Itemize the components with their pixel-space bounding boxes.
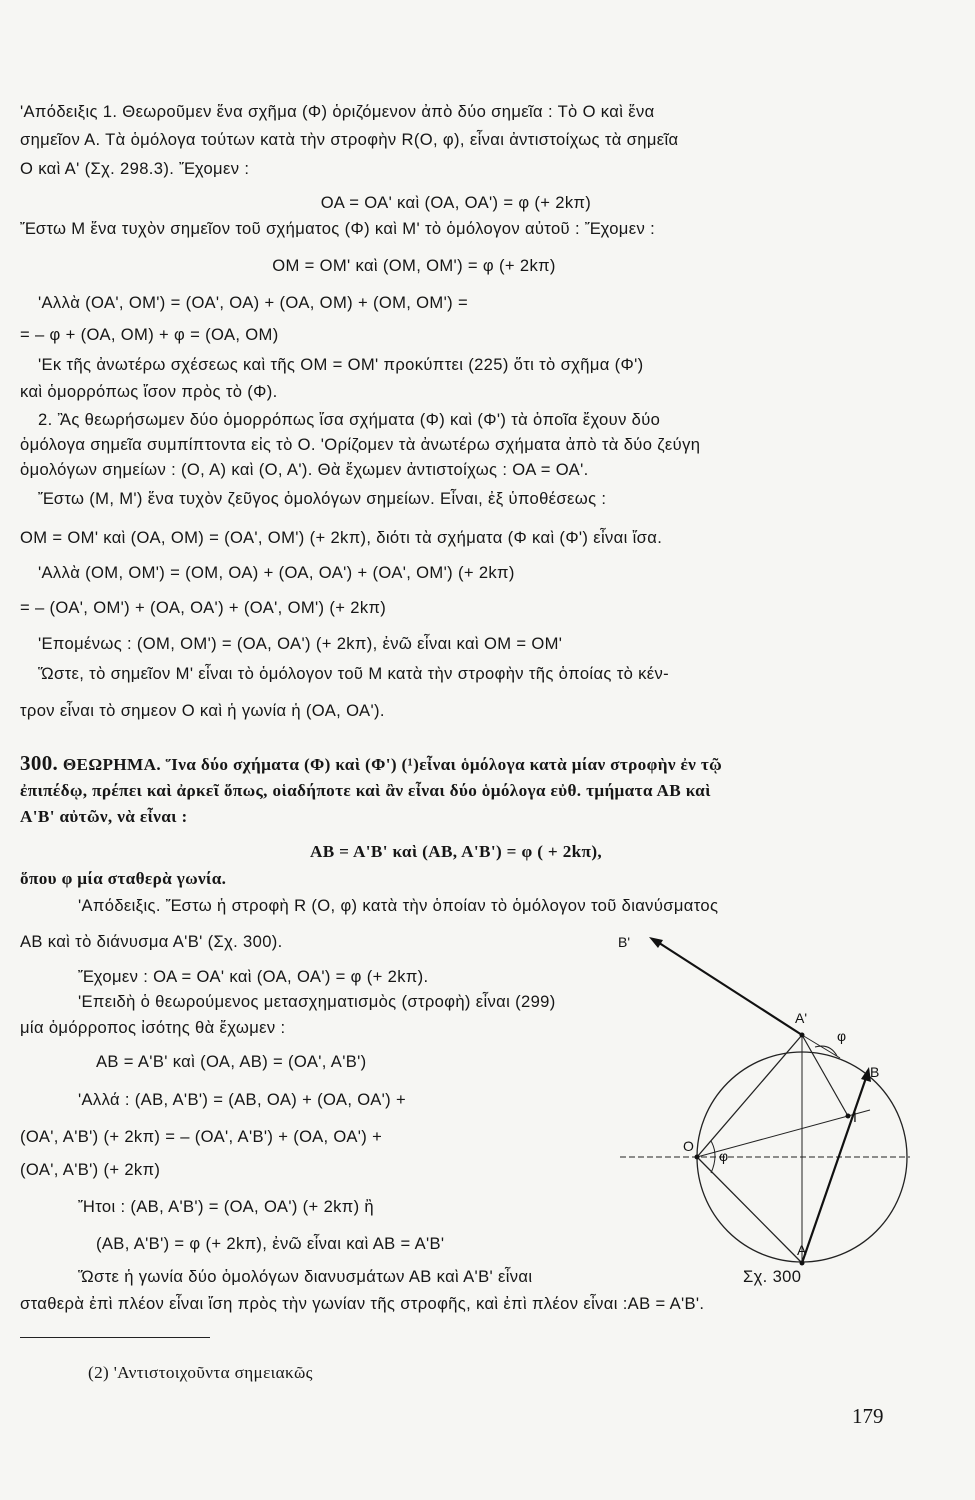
proof3-line-12: Ὥστε ἡ γωνία δύο ὁμολόγων διανυσμάτων ΑΒ καὶ Α'Β' εἶναι (78, 1267, 533, 1286)
proof2-line-10: τρον εἶναι τὸ σημεον Ο καὶ ἡ γωνία ἡ (ΟΑ, ΟΑ'). (20, 701, 385, 720)
segment-oa-prime (697, 1035, 802, 1157)
proof1-line-8: καὶ ὁμορρόπως ἴσον πρὸς τὸ (Φ). (20, 382, 278, 401)
figure-caption: Σχ. 300 (743, 1267, 802, 1286)
label-a: Α (797, 1242, 807, 1258)
segment-oa (697, 1157, 802, 1263)
proof3-line-1: 'Απόδειξις. Ἔστω ἡ στροφὴ R (Ο, φ) κατὰ τὴν ὁποίαν τὸ ὁμόλογον τοῦ διανύσματος (78, 896, 719, 915)
proof3-line-4: 'Επειδὴ ὁ θεωρούμενος μετασχηματισμὸς (στροφὴ) εἶναι (299) (78, 992, 556, 1011)
proof2-line-8: 'Επομένως : (ΟΜ, ΟΜ') = (ΟΑ, ΟΑ') (+ 2kπ), ἐνῶ εἶναι καὶ ΟΜ = ΟΜ' (38, 634, 563, 653)
point-o (695, 1155, 700, 1160)
proof1-line-5: 'Αλλὰ (ΟΑ', ΟΜ') = (ΟΑ', ΟΑ) + (ΟΑ, ΟΜ) + (ΟΜ, ΟΜ') = (38, 293, 468, 312)
proof2-line-3: ὁμολόγων σημείων : (Ο, Α) καὶ (Ο, Α'). Θὰ ἔχωμεν ἀντιστοίχως : ΟΑ = ΟΑ'. (20, 460, 589, 479)
proof1-line-6: = – φ + (ΟΑ, ΟΜ) + φ = (ΟΑ, ΟΜ) (20, 325, 279, 344)
label-b-prime: Β' (618, 934, 631, 950)
theorem-heading-line (20, 752, 892, 776)
label-phi-center: φ (719, 1148, 729, 1164)
proof3-line-6: ΑΒ = Α'Β' καὶ (ΟΑ, ΑΒ) = (ΟΑ', Α'Β') (96, 1052, 367, 1071)
proof3-line-5: μία ὁμόρροπος ἰσότης θὰ ἔχωμεν : (20, 1018, 286, 1037)
theorem-line-1: ΘΕΩΡΗΜΑ. Ἵνα δύο σχήματα (Φ) καὶ (Φ') (¹)εἶναι ὁμόλογα κατὰ μίαν στροφὴν ἐν τῷ (62, 755, 723, 774)
vector-ab (802, 1075, 867, 1263)
proof1-line-2: σημεῖον Α. Τὰ ὁμόλογα τούτων κατὰ τὴν στροφὴν R(Ο, φ), εἶναι ἀντιστοίχως τὰ σημεῖα (20, 130, 679, 149)
rotation-figure (615, 925, 915, 1270)
proof3-line-3: Ἔχομεν : ΟΑ = ΟΑ' καὶ (ΟΑ, ΟΑ') = φ (+ 2kπ). (78, 967, 429, 986)
footnote-rule (20, 1337, 210, 1338)
proof2-line-7: = – (ΟΑ', ΟΜ') + (ΟΑ, ΟΑ') + (ΟΑ', ΟΜ') (+ 2kπ) (20, 598, 387, 617)
proof3-line-10: Ἤτοι : (ΑΒ, Α'Β') = (ΟΑ, ΟΑ') (+ 2kπ) ἢ (78, 1197, 375, 1216)
theorem-number: 300. (20, 751, 59, 775)
point-i (846, 1114, 851, 1119)
proof2-line-4: Ἔστω (Μ, Μ') ἕνα τυχὸν ζεῦγος ὁμολόγων σημείων. Εἶναι, ἐξ ὑποθέσεως : (38, 489, 607, 508)
proof2-line-6: 'Αλλὰ (ΟΜ, ΟΜ') = (ΟΜ, ΟΑ) + (ΟΑ, ΟΑ') + (ΟΑ', ΟΜ') (+ 2kπ) (38, 563, 515, 582)
proof3-line-13: σταθερὰ ἐπὶ πλέον εἶναι ἴση πρὸς τὴν γωνίαν τῆς στροφῆς, καὶ ἐπὶ πλέον εἶναι :ΑΒ = Α'Β'. (20, 1294, 705, 1313)
proof2-line-5: ΟΜ = ΟΜ' καὶ (ΟΑ, ΟΜ) = (ΟΑ', ΟΜ') (+ 2kπ), διότι τὰ σχήματα (Φ καὶ (Φ') εἶναι ἴσα. (20, 528, 663, 547)
label-o: Ο (683, 1138, 694, 1154)
proof3-line-7: 'Αλλά : (ΑΒ, Α'Β') = (ΑΒ, ΟΑ) + (ΟΑ, ΟΑ') + (78, 1090, 407, 1109)
point-a-prime (800, 1033, 805, 1038)
proof2-line-1: 2. Ἂς θεωρήσωμεν δύο ὁμορρόπως ἴσα σχήματα (Φ) καὶ (Φ') τὰ ὁποῖα ἔχουν δύο (38, 410, 661, 429)
proof1-equation-1: ΟΑ = ΟΑ' καὶ (ΟΑ, ΟΑ') = φ (+ 2kπ) (320, 193, 592, 212)
page-number: 179 (852, 1404, 884, 1428)
proof1-equation-2: ΟΜ = ΟΜ' καὶ (ΟΜ, ΟΜ') = φ (+ 2kπ) (272, 256, 556, 275)
footnote: (2) 'Αντιστοιχοῦντα σημειακῶς (88, 1363, 313, 1382)
theorem-line-3: Α'Β' αὐτῶν, νὰ εἶναι : (20, 807, 188, 826)
proof1-line-7: 'Εκ τῆς ἀνωτέρω σχέσεως καὶ τῆς ΟΜ = ΟΜ' προκύπτει (225) ὅτι τὸ σχῆμα (Φ') (38, 355, 644, 374)
proof3-line-8: (ΟΑ', Α'Β') (+ 2kπ) = – (ΟΑ', Α'Β') + (ΟΑ, ΟΑ') + (20, 1127, 383, 1146)
segment-a-prime-i (802, 1035, 848, 1116)
label-phi-top: φ (837, 1028, 847, 1044)
proof2-line-2: ὁμόλογα σημεῖα συμπίπτοντα εἰς τὸ Ο. 'Ορίζομεν τὰ ἀνωτέρω σχήματα ἀπὸ τὰ δύο ζεύγη (20, 435, 701, 454)
point-a (800, 1261, 805, 1266)
label-b: Β (870, 1064, 880, 1080)
label-a-prime: Α' (795, 1010, 808, 1026)
proof1-line-1: 'Απόδειξις 1. Θεωροῦμεν ἕνα σχῆμα (Φ) ὁριζόμενον ἀπὸ δύο σημεῖα : Τὸ Ο καὶ ἕνα (20, 102, 655, 121)
proof1-line-3: Ο καὶ Α' (Σχ. 298.3). Ἔχομεν : (20, 159, 250, 178)
vector-a-prime-b-prime (653, 939, 802, 1035)
theorem-line-2: ἐπιπέδῳ, πρέπει καὶ ἀρκεῖ ὅπως, οἱαδήποτε καὶ ἂν εἶναι δύο ὁμόλογα εὐθ. τμήματα ΑΒ καὶ (20, 781, 711, 800)
theorem-line-4: ὅπου φ μία σταθερὰ γωνία. (20, 869, 227, 888)
proof3-line-9: (ΟΑ', Α'Β') (+ 2kπ) (20, 1160, 161, 1179)
proof3-line-11: (ΑΒ, Α'Β') = φ (+ 2kπ), ἐνῶ εἶναι καὶ ΑΒ = Α'Β' (96, 1234, 445, 1253)
proof2-line-9: Ὥστε, τὸ σημεῖον Μ' εἶναι τὸ ὁμόλογον τοῦ Μ κατὰ τὴν στροφὴν τῆς ὁποίας τὸ κέν- (38, 664, 670, 683)
proof3-line-2: ΑΒ καὶ τὸ διάνυσμα Α'Β' (Σχ. 300). (20, 932, 283, 951)
label-i: Ι (853, 1109, 857, 1125)
theorem-equation: ΑΒ = Α'Β' καὶ (ΑΒ, Α'Β') = φ ( + 2kπ), (309, 842, 603, 861)
proof1-line-4: Ἔστω Μ ἕνα τυχὸν σημεῖον τοῦ σχήματος (Φ) καὶ Μ' τὸ ὁμόλογον αὐτοῦ : Ἔχομεν : (20, 219, 656, 238)
arrowhead-b-prime (649, 937, 663, 948)
